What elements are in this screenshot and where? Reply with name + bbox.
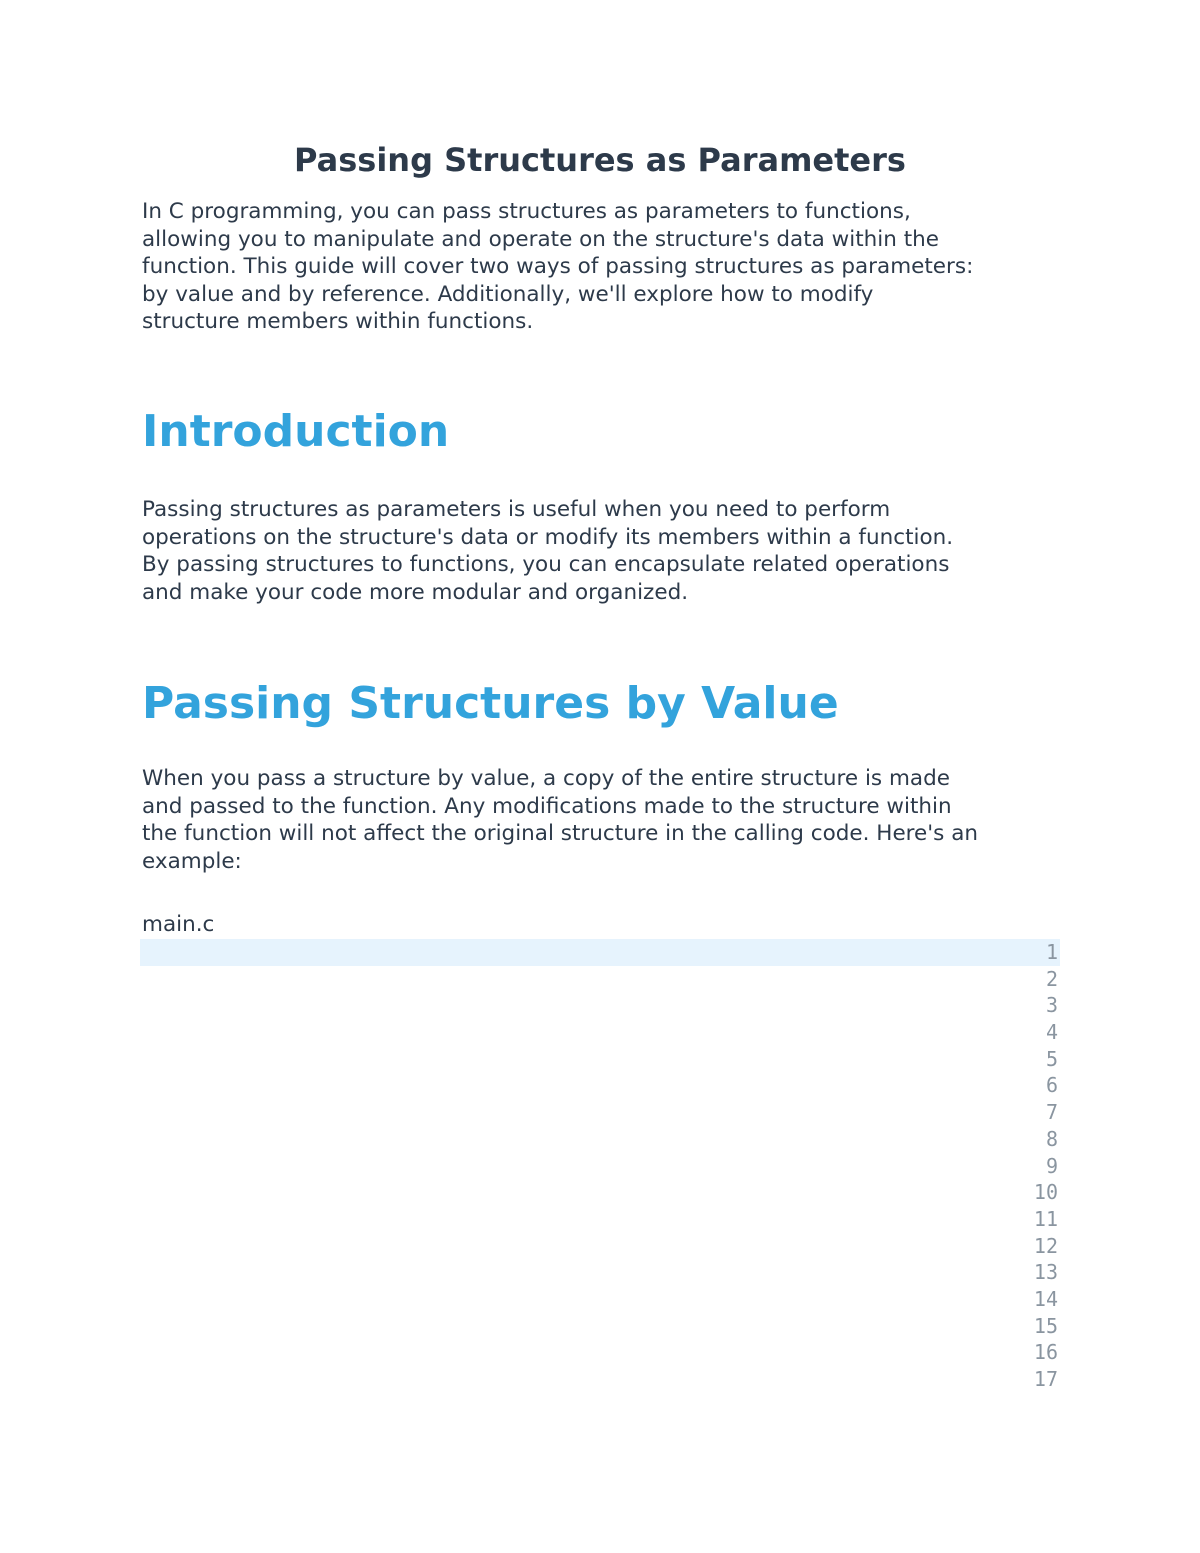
- introduction-line: and make your code more modular and organized.: [142, 579, 689, 605]
- by-value-paragraph: [142, 765, 1072, 875]
- line-number: 16: [1033, 1340, 1058, 1365]
- code-line[interactable]: [140, 1019, 1060, 1046]
- line-number: 5: [1045, 1046, 1058, 1071]
- code-line[interactable]: [140, 1046, 1060, 1073]
- code-line[interactable]: [140, 1313, 1060, 1340]
- code-line[interactable]: [140, 1099, 1060, 1126]
- introduction-line: By passing structures to functions, you can encapsulate related operations: [142, 552, 950, 577]
- code-line[interactable]: [140, 1206, 1060, 1233]
- by-value-line: example:: [142, 848, 242, 874]
- code-line[interactable]: [140, 1126, 1060, 1153]
- code-line[interactable]: [140, 992, 1060, 1019]
- introduction-paragraph: [142, 496, 1072, 606]
- line-number: 13: [1033, 1260, 1058, 1285]
- by-value-line: and passed to the function. Any modifications made to the structure within: [142, 793, 952, 819]
- document-title: Passing Structures as Parameters: [294, 141, 906, 179]
- line-number: 15: [1033, 1313, 1058, 1338]
- line-number: 7: [1045, 1100, 1058, 1125]
- line-number: 8: [1045, 1126, 1058, 1151]
- code-line[interactable]: [140, 1366, 1060, 1393]
- introduction-line: Passing structures as parameters is useful when you need to perform: [142, 497, 891, 522]
- code-file-name: main.c: [142, 912, 215, 937]
- line-number: 17: [1033, 1367, 1058, 1391]
- introduction-line: operations on the structure's data or modify its members within a function.: [142, 524, 954, 550]
- line-number: 1: [1045, 940, 1058, 964]
- code-line[interactable]: [140, 1072, 1060, 1099]
- intro-line: In C programming, you can pass structures as parameters to functions,: [142, 199, 911, 224]
- introduction-heading: Introduction: [142, 406, 450, 457]
- code-line[interactable]: [140, 939, 1060, 966]
- code-line[interactable]: [140, 1286, 1060, 1313]
- line-number: 9: [1045, 1153, 1058, 1178]
- intro-line: by value and by reference. Additionally, we'll explore how to modify: [142, 281, 874, 307]
- code-line[interactable]: [140, 1153, 1060, 1180]
- intro-line: structure members within functions.: [142, 309, 534, 334]
- code-line[interactable]: [140, 1179, 1060, 1206]
- code-line[interactable]: [140, 1233, 1060, 1260]
- intro-line: function. This guide will cover two ways of passing structures as parameters:: [142, 254, 974, 279]
- line-number: 6: [1045, 1073, 1058, 1098]
- line-number: 10: [1033, 1180, 1058, 1205]
- intro-paragraph: [142, 198, 1072, 336]
- by-value-line: When you pass a structure by value, a copy of the entire structure is made: [142, 766, 950, 791]
- line-number: 14: [1033, 1286, 1058, 1311]
- line-number: 11: [1033, 1206, 1058, 1231]
- line-number: 3: [1045, 993, 1058, 1018]
- code-line[interactable]: [140, 1339, 1060, 1366]
- line-number: 2: [1045, 966, 1058, 991]
- by-value-heading: Passing Structures by Value: [142, 678, 839, 729]
- line-number: 4: [1045, 1020, 1058, 1045]
- code-editor[interactable]: [140, 939, 1060, 1393]
- by-value-line: the function will not affect the original structure in the calling code. Here's an: [142, 821, 979, 846]
- line-number: 12: [1033, 1233, 1058, 1258]
- intro-line: allowing you to manipulate and operate on the structure's data within the: [142, 226, 939, 252]
- code-line[interactable]: [140, 1259, 1060, 1286]
- code-line[interactable]: [140, 966, 1060, 993]
